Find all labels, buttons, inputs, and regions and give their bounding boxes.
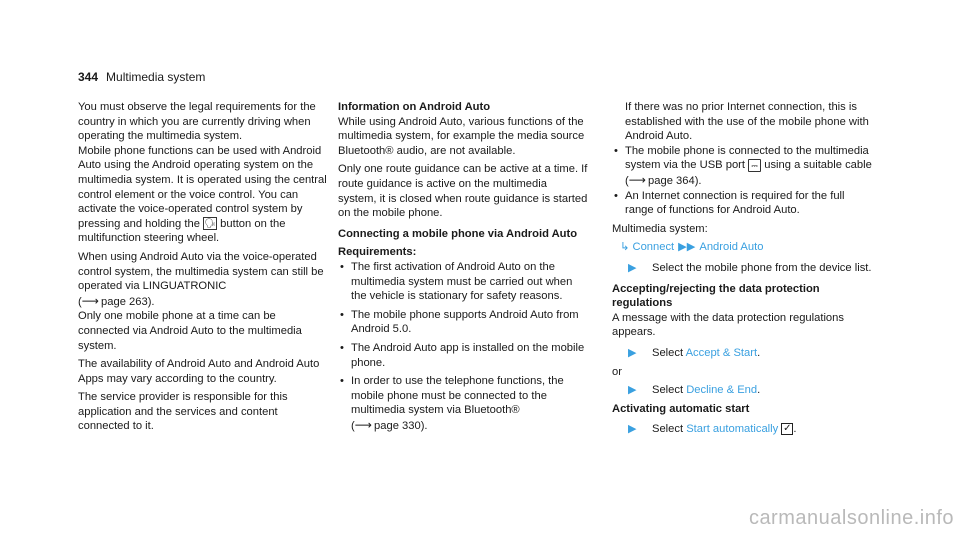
start-automatically-option[interactable]: Start automatically	[686, 423, 779, 436]
paragraph-functions-unavailable: While using Android Auto, various functions of the multimedia system, for example the media source Bluetooth® audio, are not available.	[338, 115, 585, 157]
menu-path-android-auto[interactable]: Android Auto	[699, 241, 764, 254]
step-accept-start: ▶ Select Accept & Start.	[628, 346, 761, 359]
return-arrow-icon: ↳	[620, 241, 630, 254]
step-select-phone: ▶ Select the mobile phone from the device list.	[628, 261, 872, 274]
list-item: • In order to use the telephone functions, the mobile phone must be connected to the multimedia system via Bluetooth® (⟶ page 330).	[338, 374, 588, 433]
column-2	[338, 100, 588, 433]
paragraph-legal: You must observe the legal requirements for the country in which you are currently driving when operating the multimedia system.	[78, 101, 316, 143]
paragraph-data-protection-message: A message with the data protection regulations appears.	[612, 311, 844, 339]
multimedia-system-label: Multimedia system:	[612, 222, 708, 235]
paragraph-android-auto-intro: Mobile phone functions can be used with Android Auto using the Android operating system on the multimedia system. It is operated using the central control element or the voice control. You can activate the voice-operated control system by pressing and holding the 🗣 button on the multifunction steering wheel.	[78, 144, 327, 245]
decline-end-option[interactable]: Decline & End	[686, 384, 758, 397]
page-reference-arrow-icon: ⟶	[628, 172, 645, 187]
heading-connecting-phone: Connecting a mobile phone via Android Auto	[338, 227, 578, 240]
section-title: Multimedia system	[106, 70, 206, 84]
menu-path	[612, 240, 872, 255]
or-label: or	[612, 365, 622, 378]
paragraph-one-phone: Only one mobile phone at a time can be connected via Android Auto to the multimedia system.	[78, 310, 302, 352]
paragraph-availability: The availability of Android Auto and Android Auto Apps may vary according to the country.	[78, 358, 320, 385]
step-triangle-icon: ▶	[628, 261, 637, 274]
page-reference-link[interactable]: page 330).	[374, 419, 428, 432]
step-triangle-icon: ▶	[628, 384, 637, 397]
paragraph-service-provider: The service provider is responsible for this application and the services and content connected to it.	[78, 391, 288, 433]
page-reference-link[interactable]: page 263).	[101, 295, 155, 308]
list-item: • The mobile phone supports Android Auto from Android 5.0.	[338, 308, 588, 337]
page-reference-arrow-icon: ⟶	[81, 293, 98, 308]
usb-port-icon: ⎓	[748, 159, 761, 172]
page-reference-link[interactable]: page 364).	[648, 174, 702, 187]
list-item: • The first activation of Android Auto on the multimedia system must be carried out when the vehicle is stationary for safety reasons.	[338, 260, 588, 304]
path-separator-icon: ▶▶	[678, 241, 696, 254]
heading-information-android-auto: Information on Android Auto	[338, 101, 491, 113]
step-triangle-icon: ▶	[628, 423, 637, 436]
paragraph-internet-prior: If there was no prior Internet connection, this is established with the use of the mobile phone with Android Auto.	[625, 101, 869, 143]
step-decline-end: ▶ Select Decline & End.	[628, 384, 761, 397]
column-1	[78, 100, 328, 434]
paragraph-linguatronic: When using Android Auto via the voice-operated control system, the multimedia system can still be operated via LINGUATRONIC (⟶ page 263).	[78, 250, 324, 308]
requirements-label: Requirements:	[338, 246, 417, 259]
page-reference-arrow-icon: ⟶	[354, 417, 371, 432]
accept-start-option[interactable]: Accept & Start	[685, 346, 758, 359]
page-number: 344	[78, 70, 99, 84]
page-header	[78, 70, 205, 84]
watermark: carmanualsonline.info	[748, 507, 954, 529]
requirements-list	[338, 260, 588, 434]
step-triangle-icon: ▶	[628, 346, 637, 359]
list-item: • The Android Auto app is installed on the mobile phone.	[338, 341, 588, 370]
step-start-automatically: ▶ Select Start automatically ✓ .	[628, 423, 797, 436]
column-3	[612, 100, 872, 437]
heading-data-protection: Accepting/rejecting the data protection regulations	[612, 282, 820, 310]
checkbox-checked-icon[interactable]: ✓	[783, 423, 792, 435]
requirements-list-continued	[612, 144, 872, 218]
paragraph-route-guidance: Only one route guidance can be active at a time. If route guidance is active on the multimedia system, it is closed when route guidance is started on the mobile phone.	[338, 163, 588, 220]
heading-automatic-start: Activating automatic start	[612, 402, 750, 415]
voice-control-icon: 🗣	[204, 218, 216, 229]
list-item: • The mobile phone is connected to the multimedia system via the USB port ⎓ using a suitable cable (⟶ page 364).	[612, 144, 872, 189]
menu-path-connect[interactable]: Connect	[632, 241, 675, 254]
list-item: • An Internet connection is required for the full range of functions for Android Auto.	[612, 189, 872, 218]
